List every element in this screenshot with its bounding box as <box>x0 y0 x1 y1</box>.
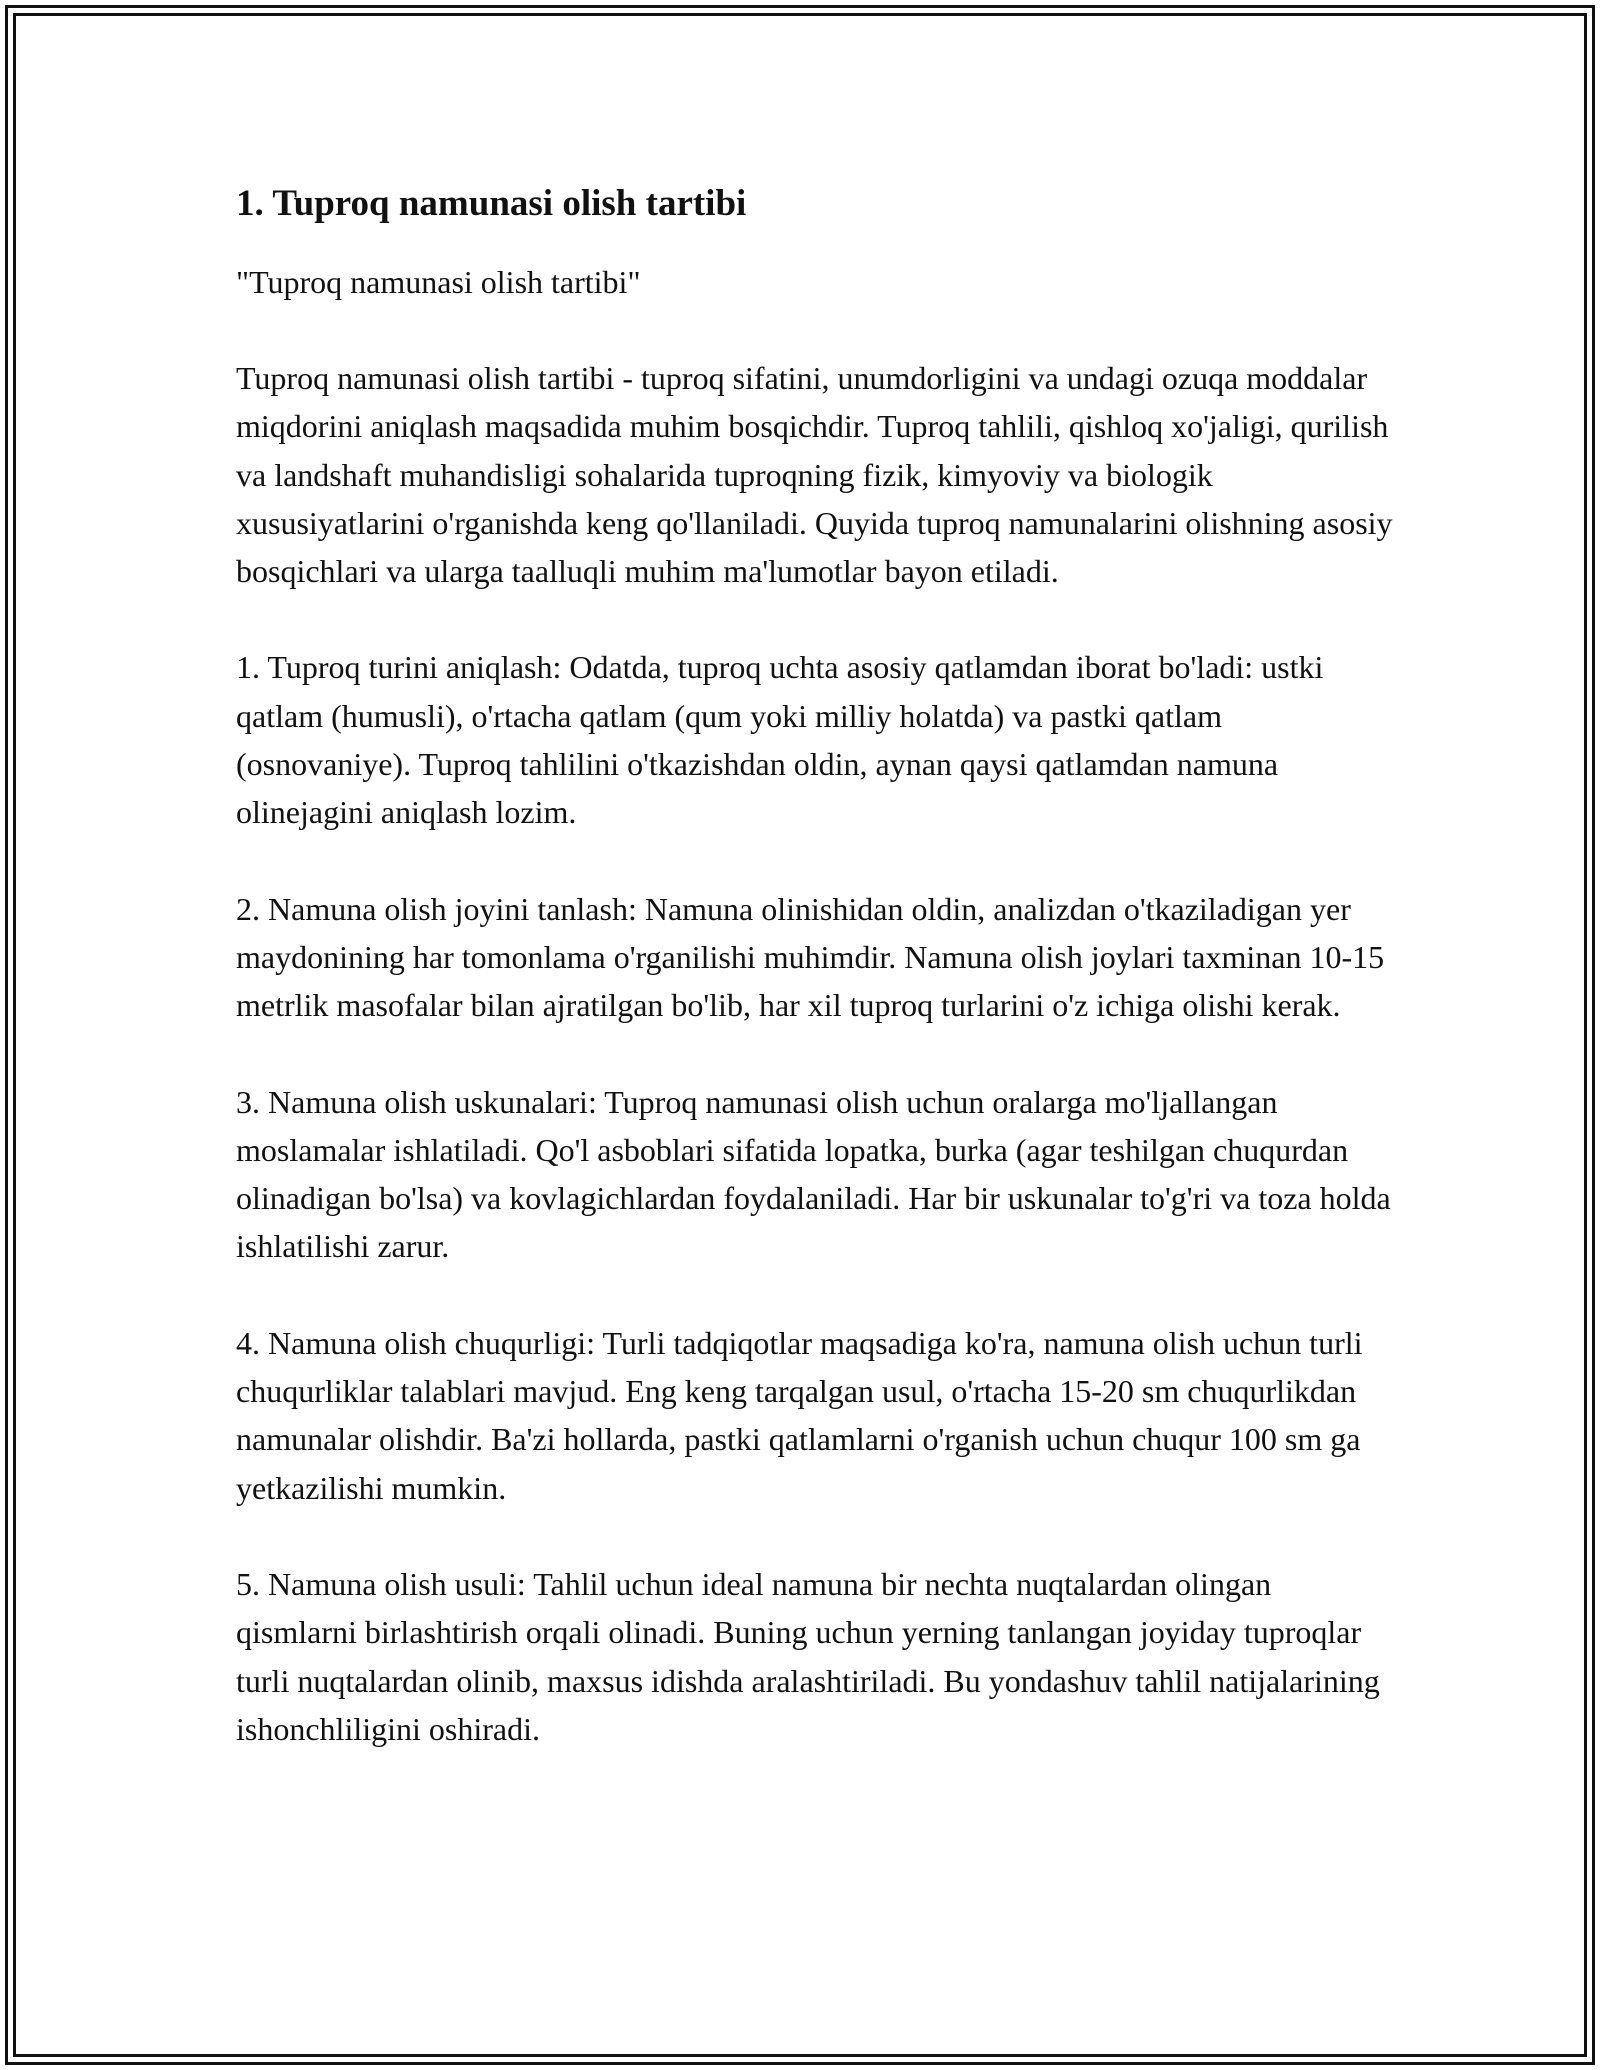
step-3-paragraph: 3. Namuna olish uskunalari: Tuproq namunasi olish uchun oralarga mo'ljallangan moslamalar ishlatiladi. Qo'l asboblari sifatida lopatka, burka (agar teshilgan chuqurdan olinadigan bo'lsa) va kovlagichlardan foydalaniladi. Har bir uskunalar to'g'ri va toza holda ishlatilishi zarur. <box>236 1083 1391 1265</box>
step-1-paragraph: 1. Tuproq turini aniqlash: Odatda, tuproq uchta asosiy qatlamdan iborat bo'ladi: ustki qatlam (humusli), o'rtacha qatlam (qum yoki milliy holatda) va pastki qatlam (osnovaniye). Tuproq tahlilini o'tkazishdan oldin, aynan qaysi qatlamdan namuna olinejagini aniqlash lozim. <box>236 649 1324 831</box>
intro-paragraph: Tuproq namunasi olish tartibi - tuproq sifatini, unumdorligini va undagi ozuqa moddalar miqdorini aniqlash maqsadida muhim bosqichdir. Tuproq tahlili, qishloq xo'jaligi, qurilish va landshaft muhandisligi sohalarida tuproqning fizik, kimyoviy va biologik xususiyatlarini o'rganishda keng qo'llaniladi. Quyida tuproq namunalarini olishning asosiy bosqichlari va ularga taalluqli muhim ma'lumotlar bayon etiladi. <box>236 360 1393 590</box>
document-title: 1. Tuproq namunasi olish tartibi <box>236 183 747 224</box>
step-4-paragraph: 4. Namuna olish chuqurligi: Turli tadqiqotlar maqsadiga ko'ra, namuna olish uchun turli chuqurliklar talablari mavjud. Eng keng tarqalgan usul, o'rtacha 15-20 sm chuqurlikdan namunalar olishdir. Ba'zi hollarda, pastki qatlamlarni o'rganish uchun chuqur 100 sm ga yetkazilishi mumkin. <box>236 1324 1363 1506</box>
document-body <box>236 180 1396 1801</box>
step-2-paragraph: 2. Namuna olish joyini tanlash: Namuna olinishidan oldin, analizdan o'tkaziladigan yer maydonining har tomonlama o'rganilishi muhimdir. Namuna olish joylari taxminan 10-15 metrlik masofalar bilan ajratilgan bo'lib, har xil tuproq turlarini o'z ichiga olishi kerak. <box>236 890 1385 1024</box>
quoted-title: "Tuproq namunasi olish tartibi" <box>236 264 641 300</box>
step-5-paragraph: 5. Namuna olish usuli: Tahlil uchun ideal namuna bir nechta nuqtalardan olingan qismlarni birlashtirish orqali olinadi. Buning uchun yerning tanlangan joyiday tuproqlar turli nuqtalardan olinib, maxsus idishda aralashtiriladi. Bu yondashuv tahlil natijalarining ishonchliligini oshiradi. <box>236 1565 1380 1747</box>
